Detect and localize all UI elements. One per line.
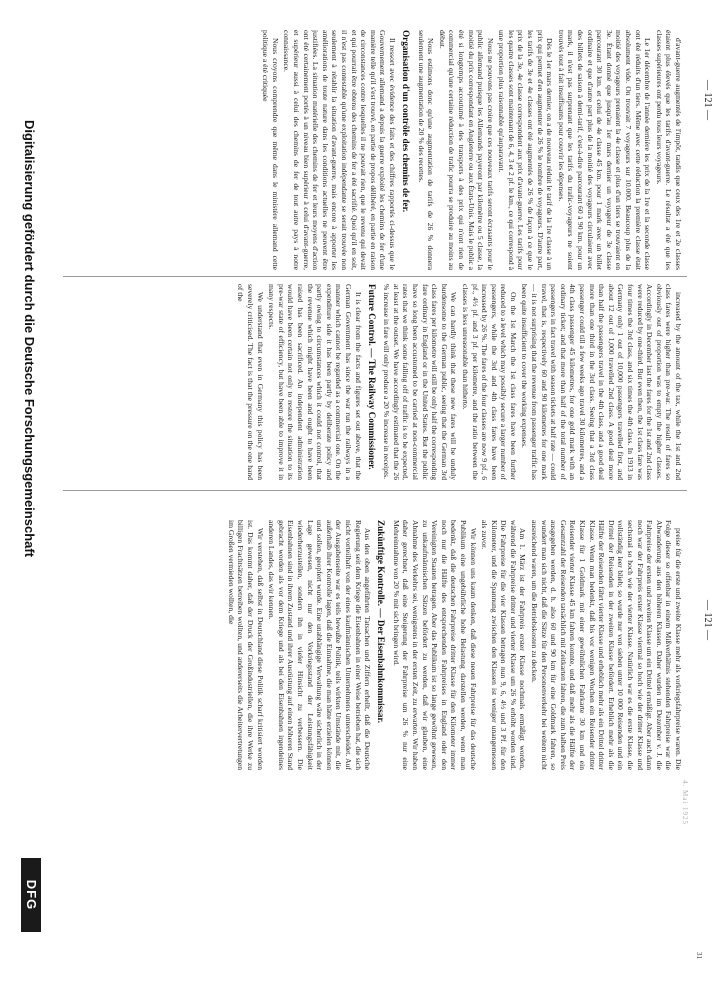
column-divider <box>63 276 687 277</box>
funding-watermark <box>15 0 43 1000</box>
section-heading: Organisation d'un contrôle des chemins de fer. <box>400 30 411 213</box>
paragraph: d'avant-guerre augmentés de l'impôt, tandis que ceux des 1re et 2e classes étaient plus élevés que les tarifs d'avant-guerre. Le résultat a été que les classes supérieures ont perdu tous leurs voyageurs. <box>654 30 683 270</box>
paragraph: increased by the amount of the tax, while the 1st and 2nd class fares were higher than pre-war. The result of fares so obviously out of proportion was to empty the higher classes. Accordingly in December last the fares for the 1st and 2nd class were reduced by one-third. But even then, the 1st class fare was four times the 3rd class, and six times the 4th class. In 1913 in Germany only 1 out of 10,000 passengers travelled first, and about 12 out of 1,000 travelled 2nd class. A good deal more than half the passengers travel in the 4th class, and a good deal more than one third in the 3rd class. Seeing that a 3rd class passenger could till a few weeks ago travel 30 kilometres, and a 4th class passenger 45 kilometres, for one gold mark with an ordinary ticket; and that more than half of the total number of passengers in fact travel with season tickets at half rate — could travel, that is, respectively 60 and 90 kilometres for one mark — it is not surprising that the revenue from passenger traffic has been quite insufficient to cover the working expenses. <box>520 284 683 480</box>
column-english <box>63 284 683 480</box>
dfg-logo: DFG <box>21 858 41 932</box>
section-heading: Future Control. — The Railway Commissioner. <box>366 284 377 470</box>
section-heading: Zukünftige Kontrolle. — Der Eisenbahnkommissar. <box>376 520 387 724</box>
faint-stamp: 4. Mai 1925 <box>681 780 689 826</box>
paragraph: Am 1. März ist der Fahrpreis erster Klasse nochmals ermäßigt worden, während die Fahrpreise dritter und vierter Klasse um 26 % erhöht worden sind. Die Fahrpreise für die vier Klassen betragen nun 9, 6, 4½ und 3 Pf. für den Kilometer, und die Spannung zwischen den Klassen ist weniger unangemessen als zuvor. <box>480 520 528 770</box>
paragraph: Nous ne pouvons pas croire que ces nouveaux tarifs seront écrasants pour le public allemand puisque les Allemands payeront par kilomètre ou 5 classe, la moitié du prix correspondant en Angleterre ou aux États-Unis. Mais le public a été si longtemps accoutumé à des transports à des prix qui n'ont rien de commercial qu'une certaine réduction de trafic pourra se produire au moins au début. <box>437 30 495 270</box>
column-divider <box>63 490 687 491</box>
paragraph: preise für die erste und zweite Klasse mehr als vorkriegsfahrpreise waren. Die Folge dieser so offenbar in einem Mißverhältnis stehenden Fahrpreise war die Abwanderung aus den höheren Klassen. Daher wurden im Dezember v. J. die Fahrpreise der ersten und zweiten Klasse um ein Drittel ermäßigt. Aber auch dann noch war der Fahrpreis erster Klasse viermal so hoch wie der dritter Klasse und sechsmal so hoch wie der vierter Klasse. Natürlich war es die erste Klasse, die vollständig leer blieb; so wurde nur von sieben unter 10 000 Reisenden und ein Drittel der Reisenden in der zweiten Klasse befördert. Erheblich mehr als die Hälfte der Reisenden fährt vierter Klasse und erheblich mehr als ein Drittel dritter Klasse. Wenn man bedenkt, daß bis vor wenigen Wochen ein Reisender dritter Klasse für 1 Goldmark mit einer gewöhnlichen Fahrkarte 30 km und ein Reisender vierter Klasse 45 km fahren konnte, und daß mehr als die Hälfte der Gesamtzahl der Reisenden tatsächlich mit Zeitkarten fahren, die zum halben Preis ausgegeben werden, d. h. also 60 und 90 km für eine Goldmark fahren, so wundert man sich nicht, daß die Sätze für den Personenverkehr bei weitem nicht ausreichend waren, um die Betriebskosten zu decken. <box>530 520 683 770</box>
paragraph: We can hardly think that these new fares will be unduly burdensome to the German public, seeing that the German 3rd class fares per kilometre will still be only half the corresponding fare ordinary in England or in the United States. But the public have so long been accustomed to be carried at non-commercial rates that we think some falling off of traffic is to be expected, at least at the outset. We have accordingly estimated that the 26 % increase in fare will only produce a 20 % increase in receipts. <box>382 284 459 480</box>
paragraph: On the 1st March the 1st class fares have been further reduced to a level which may possibly secure a larger number of passengers, while the 3rd and 4th class fares have been increased by 26 %. The fares of the four classes are now 9 pf., 6 pf., 4½ pf. and 3 pf. per kilometre, and the ratio between the classes is less unreasonable than hitherto. <box>460 284 518 480</box>
page-number-right: — 121 — <box>702 600 713 640</box>
paragraph: Nous croyons comprendre que même dans le ministère allemand cette politique a été critiquée <box>261 30 280 270</box>
paragraph: Aus den oben angeführten Tatsachen und Ziffern erhellt, daß die Deutsche Regierung seit dem Kriege die Eisenbahnen in einer Weise betrieben hat, die sich nicht vorteilhaft von der eines kaufmännischen Unternehmens unterscheidet. Auf der Ausgabenseite war es teils bewußte Politik, teils wirkten Umstände mit, die außerhalb ihrer Kontrolle lagen, daß die Einnahme, die man hätte erzielen können und sollen, geopfert wurde. Eine unabhängige Verwaltung wäre sicherlich in der Lage gewesen, nicht nur den Vorkriegsstand der Leistungsfähigkeit wiederherzustellen, sondern ihn in vieler Hinsicht zu verbessern. Die Eisenbahnen sind in ihrem Zustand und ihrer Ausrüstung auf einen höheren Stand gebracht worden als vor dem Kriege und als bei den Eisenbahnen irgendeines anderen Landes, das wir kennen. <box>267 520 373 770</box>
paragraph: Wir können uns kaum denken, daß diese neuen Fahrpreise für das deutsche Publikum eine ungebührliche hohe Belastung darstellen werden, wenn man bedenkt, daß die deutschen Fahrpreise dritter Klasse für den Kilometer immer noch nur die Hälfte des entsprechenden Fahrpreises in England oder den Vereinigten Staaten betragen. Aber das Publikum ist so lange gewöhnt gewesen, zu unkaufmännischen Sätzen befördert zu werden, daß wir glauben, eine Abnahme des Verkehrs sei, wenigstens in der ersten Zeit, zu erwarten. Wir haben daher gerechnet, daß eine Steigerung der Fahrpreise um 26 % nur eine Mehreinnahme von 20 % mit sich bringen wird. <box>391 520 478 770</box>
column-german <box>63 520 683 770</box>
paragraph: Wir verstehen, daß selbst in Deutschland diese Politik scharf kritisiert worden ist. Das kommt daher, daß der Druck der Großindustriellen, die ihre Werke zu billigen Frachtsätzen betreiben wollten, und andererseits die Arbeitervertretungen im Großen vermieden wollten, die <box>226 520 265 770</box>
paragraph: Nous estimons donc qu'une augmentation de tarifs de 26 % donnera seulement une augmentation de 20 % des recettes. <box>416 30 436 270</box>
paragraph: It is clear from the facts and figures set out above, that the German Government has since the war run the railways in a manner which cannot be regarded as a commercial one. On the expenditure side it has been partly by deliberate policy and partly owing to circumstances which it could not control, that the revenue which might have been and ought to have been raised has been sacrificed. An independent administration would have been certain not only to restore the situation to its pre-war state of efficiency, but have been able to improve it in many respects. <box>267 284 363 480</box>
paragraph: Dès le 1er mars dernier, on a de nouveau réduit le tarif de la 1re classe à un prix qui permet d'en augmenter de 26 % le nombre de voyageurs. D'autre part, les tarifs de 3e et 4e classes ont été augmentés de 26 % de façon à ce que le prix de la 3e, 4e classe correspondent aux prix d'avant-guerre. Les tarifs pour les quatre classes sont maintenant de 6, 4, 3 et 2 pf. le km., ce qui correspond à une proportion plus raisonnable qu'auparavant. <box>497 30 555 270</box>
page-number-left: — 121 — <box>702 80 713 120</box>
paragraph: Le 1er décembre de l'année dernière les prix de la 1re et la seconde classe ont été réduits d'un tiers. Même avec cette réduction la première classe était absolument vide. On trouvait 7 voyageurs sur 10.000. Beaucoup plus de la moitié des voyageurs prenaient la 4e classe et plus d'un tiers se trouvaient en 3e. Étant donné que jusqu'au 1er mars dernier un voyageur de 3e classe parcourant 30 km. et celui de 4e classe 45 km. pour 1 mark avec un billet ordinaire et que d'autre part plus de la moitié des voyageurs circulaient avec des billets de saison à demi-tarif, c'est-à-dire parcourant 60 à 90 km. pour un mark, il n'est pas surprenant que les tarifs du trafic-voyageurs ne soient trouvés tout à fait insuffisants pour couvrir les dépenses. <box>556 30 653 270</box>
column-french <box>63 30 683 270</box>
corner-page-code: 31 <box>695 952 703 959</box>
paragraph: We understand that even in Germany this policy has been severely criticised. The fact is that the pressure on the one hand of the <box>236 284 265 480</box>
funding-notice: Digitalisierung gefördert durch die Deutsche Forschungsgemeinschaft <box>22 120 37 558</box>
paragraph: Il ressort avec évidence des faits et des chiffres rapportés ci-dessus que le Gouvernement allemand a depuis la guerre exploité les chemins de fer d'une manière telle qu'il s'est trouvé, en partie de propos délibéré, en partie en raison de circonstances contre lesquelles il ne pouvait rien, que le revenu qui devait et qui pourrait être obtenu des chemins de fer a été sacrifié. Quoi qu'il en soit, il n'est pas contestable qu'une exploitation indépendante se serait trouvée non seulement à rétablir la situation d'avant-guerre, mais encore à apporter les améliorations de toute nature dans les conditions actuelles ne peuvent être justifiées. La situation matérielle des chemins de fer et leurs moyens d'action ont été certainement portés à un niveau bien supérieur à celui d'avant-guerre, et supérieur aussi à celui des chemins de fer de tout autre pays à notre connaissance. <box>282 30 397 270</box>
